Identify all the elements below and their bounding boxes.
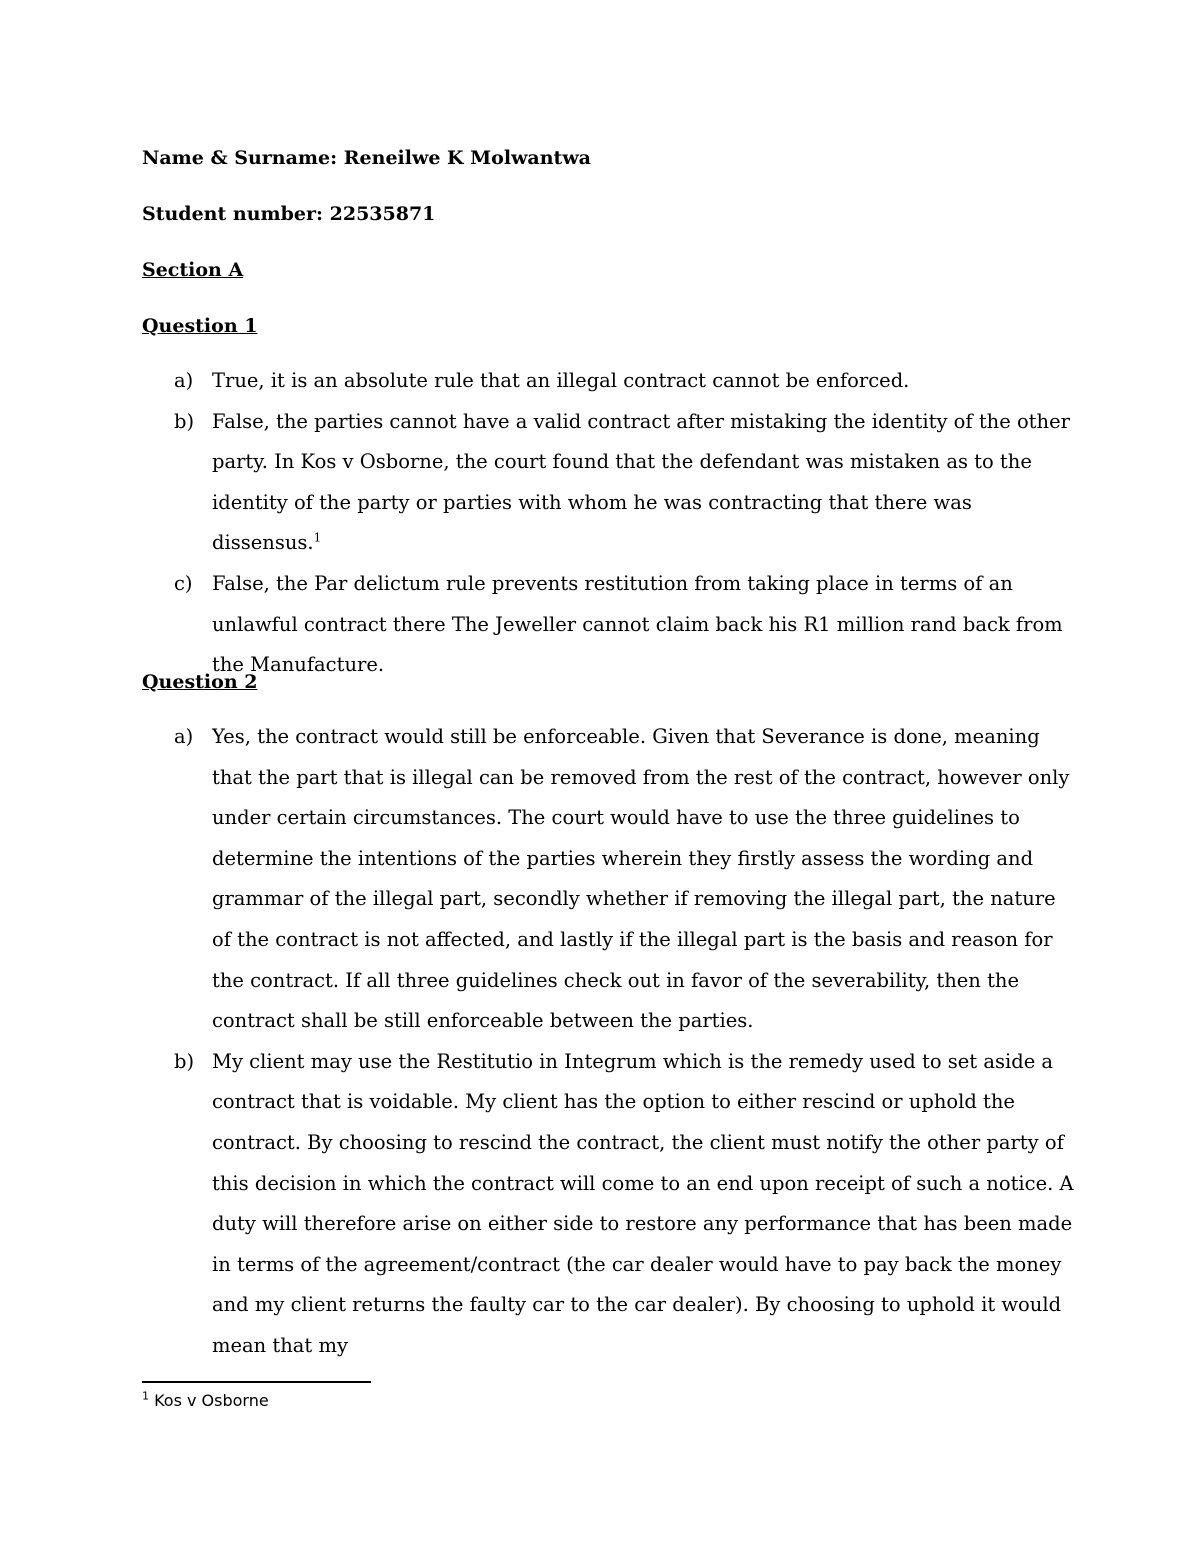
footnote bbox=[142, 1390, 269, 1412]
answer-text: False, the Par delictum rule prevents restitution from taking place in terms of an unlawful contract there The Jeweller cannot claim back his R1 million rand back from the Manufacture. bbox=[212, 571, 1063, 677]
list-item bbox=[142, 402, 1077, 564]
name-surname-line: Name & Surname: Reneilwe K Molwantwa bbox=[142, 147, 591, 169]
question-1-heading: Question 1 bbox=[142, 315, 258, 337]
list-marker: c) bbox=[174, 571, 193, 595]
section-heading: Section A bbox=[142, 259, 244, 281]
list-marker: a) bbox=[174, 369, 194, 392]
footnote-number: 1 bbox=[142, 1389, 149, 1403]
answer-text: My client may use the Restitutio in Integrum which is the remedy used to set aside a contract that is voidable. My client has the option to either rescind or uphold the contract. By choosing to rescind the contract, the client must notify the other party of this decision in which the contract will come to an end upon receipt of such a notice. A duty will therefore arise on either side to restore any performance that has been made in terms of the agreement/contract (the car dealer would have to pay back the money and my client returns the faulty car to the car dealer). By choosing to uphold it would mean that my bbox=[212, 1049, 1074, 1357]
list-item bbox=[142, 564, 1077, 686]
answer-text: False, the parties cannot have a valid contract after mistaking the identity of the other party. In Kos v Osborne, the court found that the defendant was mistaken as to the identity of the party or parties with whom he was contracting that there was dissensus. bbox=[212, 409, 1070, 555]
footnote-separator bbox=[142, 1381, 371, 1383]
list-marker: b) bbox=[174, 409, 195, 433]
list-item bbox=[142, 717, 1077, 1042]
student-number-line: Student number: 22535871 bbox=[142, 203, 436, 225]
footnote-text: Kos v Osborne bbox=[154, 1391, 269, 1410]
list-marker: b) bbox=[174, 1049, 195, 1073]
list-item bbox=[142, 1042, 1077, 1367]
answer-text: Yes, the contract would still be enforceable. Given that Severance is done, meaning that the part that is illegal can be removed from the rest of the contract, however only under certain circumstances. The court would have to use the three guidelines to determine the intentions of the parties wherein they firstly assess the wording and grammar of the illegal part, secondly whether if removing the illegal part, the nature of the contract is not affected, and lastly if the illegal part is the basis and reason for the contract. If all three guidelines check out in favor of the severability, then the contract shall be still enforceable between the parties. bbox=[212, 725, 1070, 1033]
list-marker: a) bbox=[174, 725, 194, 748]
question-2-answers bbox=[142, 717, 1077, 1367]
answer-text: True, it is an absolute rule that an illegal contract cannot be enforced. bbox=[212, 369, 910, 392]
question-1-answers bbox=[142, 361, 1077, 686]
question-2-heading: Question 2 bbox=[142, 671, 258, 693]
footnote-reference: 1 bbox=[313, 530, 322, 545]
list-item bbox=[142, 361, 1077, 402]
